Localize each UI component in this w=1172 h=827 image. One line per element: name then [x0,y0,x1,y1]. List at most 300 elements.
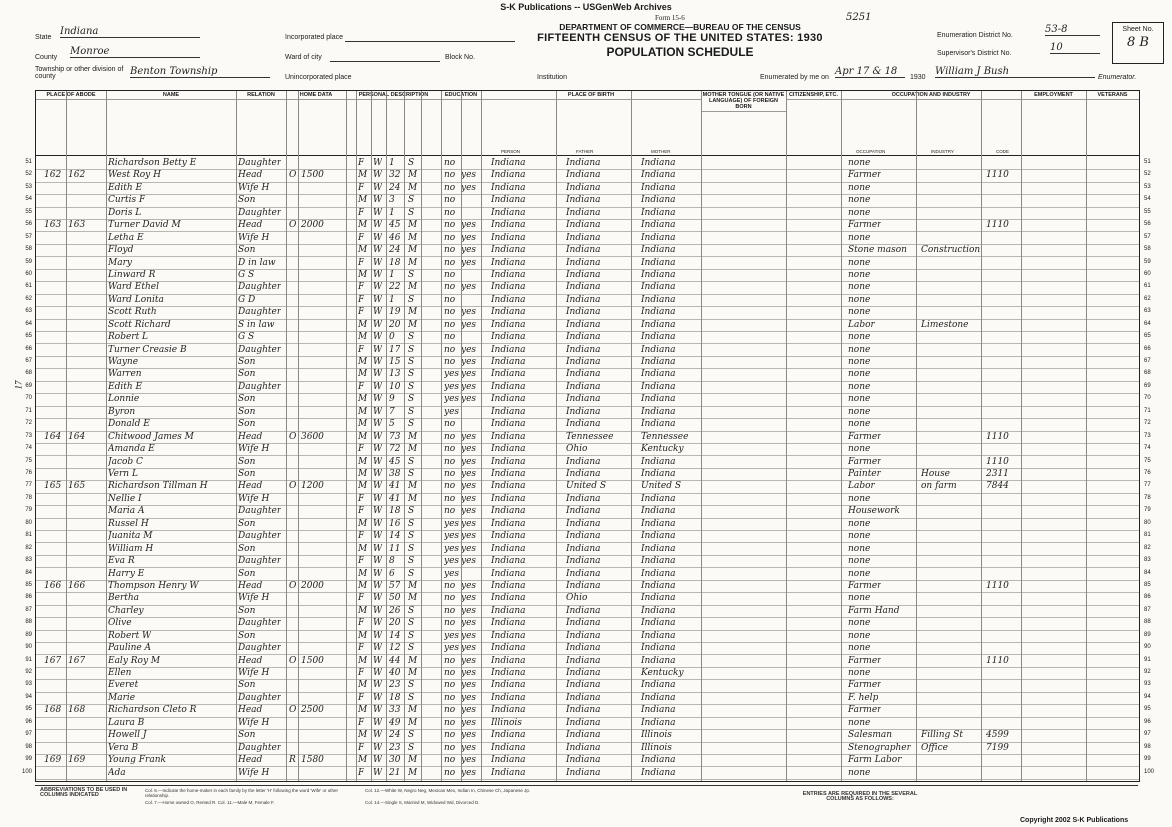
sex: M [358,269,368,280]
relation: Son [238,394,256,405]
birthplace-mother: Indiana [641,357,676,368]
race: W [373,767,383,778]
age: 9 [389,394,395,405]
birthplace-person: Indiana [491,531,526,542]
form-number: Form 15-6 [655,14,685,22]
line-number-left: 55 [25,208,32,215]
person-name: Nellie I [108,493,142,504]
relation: Head [238,655,263,666]
line-number-right: 74 [1144,445,1151,452]
block-label: Block No. [445,54,475,61]
occupation: none [848,357,871,368]
marital-status: M [408,717,418,728]
birthplace-father: United S [566,481,606,492]
family-number: 166 [68,580,86,591]
line-number-right: 71 [1144,407,1151,414]
line-number-left: 91 [25,656,32,663]
home-tenure: O [289,431,297,442]
abbrev-title: ABBREVIATIONS TO BE USED IN COLUMNS INDICATED [40,787,128,798]
line-number-left: 70 [25,395,32,402]
birthplace-father: Indiana [566,394,601,405]
birthplace-father: Indiana [566,182,601,193]
birthplace-mother: Indiana [641,580,676,591]
race: W [373,618,383,629]
birthplace-person: Indiana [491,680,526,691]
col-group-relation: RELATION [236,91,287,155]
table-row [25,306,1151,319]
school-attendance: no [444,618,456,629]
line-number-right: 93 [1144,681,1151,688]
occupation: Farmer [848,220,882,231]
table-row [25,257,1151,270]
person-name: Russel H [108,518,149,529]
enum-district-value: 53-8 [1045,24,1100,36]
birthplace-father: Indiana [566,493,601,504]
occupation: Farmer [848,655,882,666]
can-read: yes [461,232,477,243]
birthplace-father: Indiana [566,294,601,305]
industry: Filling St [921,730,963,741]
occupation: none [848,493,871,504]
relation: Head [238,431,263,442]
line-number-right: 69 [1144,382,1151,389]
occupation: Farm Hand [848,605,900,616]
relation: Daughter [238,207,282,218]
age: 7 [389,406,395,417]
sex: M [358,630,368,641]
birthplace-mother: Indiana [641,531,676,542]
age: 19 [389,307,401,318]
line-number-left: 68 [25,370,32,377]
relation: Head [238,170,263,181]
race: W [373,643,383,654]
birthplace-mother: Indiana [641,469,676,479]
can-read: yes [461,655,477,666]
age: 57 [389,580,401,591]
person-name: Scott Richard [108,319,171,330]
age: 33 [389,705,401,716]
person-name: Byron [108,406,136,417]
can-read: yes [461,481,477,492]
marital-status: S [408,531,415,542]
table-row [25,679,1151,692]
age: 10 [389,381,401,392]
birthplace-person: Indiana [491,705,526,716]
township-label: Township or other division of county [35,66,124,80]
table-row [25,431,1151,444]
birthplace-mother: Indiana [641,692,676,703]
line-number-right: 87 [1144,606,1151,613]
school-attendance: no [444,282,456,293]
birthplace-mother: Indiana [641,307,676,318]
occupation: none [848,257,871,268]
line-number-left: 57 [25,233,32,240]
can-read: yes [461,444,477,455]
person-name: Ward Ethel [108,282,159,293]
census-grid [21,90,1155,782]
school-attendance: no [444,357,456,368]
birthplace-father: Indiana [566,717,601,728]
line-number-right: 86 [1144,594,1151,601]
marital-status: M [408,580,418,591]
line-number-right: 53 [1144,183,1151,190]
code-header: CODE [996,149,1010,154]
family-number: 167 [68,655,86,666]
marital-status: S [408,294,415,305]
relation: Daughter [238,643,282,654]
birthplace-person: Indiana [491,319,526,330]
table-row [25,244,1151,257]
line-number-right: 88 [1144,619,1151,626]
person-name: Maria A [108,506,145,517]
marital-status: S [408,332,415,343]
line-number-right: 96 [1144,718,1151,725]
person-name: Howell J [108,730,147,741]
enumerator-name: William J Bush [935,66,1095,78]
person-name: Harry E [108,568,145,579]
birthplace-mother: Indiana [641,605,676,616]
person-name: Lonnie [108,394,140,405]
table-row [21,767,1155,780]
line-number-right: 76 [1144,470,1151,476]
table-row [25,704,1151,717]
column-divider [631,91,632,781]
table-row [25,456,1151,469]
supervisor-value: 10 [1050,42,1100,54]
birthplace-father: Indiana [566,767,601,778]
birthplace-father: Indiana [566,269,601,280]
age: 24 [389,730,401,741]
relation: G D [238,294,256,305]
marital-status: S [408,357,415,368]
table-row [25,555,1151,568]
marital-status: S [408,643,415,654]
age: 3 [389,195,395,206]
can-read: yes [461,344,477,355]
sex: M [358,605,368,616]
relation: Daughter [238,742,282,753]
marital-status: M [408,257,418,268]
birthplace-mother: Tennessee [641,431,689,442]
line-number-left: 56 [25,221,32,228]
home-tenure: O [289,220,297,231]
table-row [25,356,1151,369]
line-number-left: 87 [25,606,32,613]
column-divider [421,91,422,781]
can-read: yes [461,170,477,181]
birthplace-mother: Indiana [641,245,676,256]
age: 8 [389,556,395,567]
sex: F [358,531,365,542]
industry: Construction [921,245,981,256]
industry: Limestone [921,319,969,330]
school-attendance: no [444,755,456,766]
birthplace-father: Indiana [566,419,601,430]
marital-status: M [408,182,418,193]
age: 32 [389,170,401,181]
birthplace-father: Indiana [566,220,601,231]
marital-status: S [408,469,415,479]
industry: House [921,469,951,479]
sex: F [358,344,365,355]
person-name: Donald E [108,419,150,430]
person-name: Richardson Betty E [108,158,197,168]
age: 1 [389,207,395,218]
birthplace-mother: Indiana [641,643,676,654]
race: W [373,369,383,380]
birthplace-person: Indiana [491,158,526,168]
school-attendance: yes [444,568,460,579]
occupation: none [848,269,871,280]
age: 1 [389,269,395,280]
school-attendance: no [444,170,456,181]
birthplace-mother: Indiana [641,755,676,766]
race: W [373,307,383,318]
sex: M [358,357,368,368]
marital-status: M [408,493,418,504]
age: 49 [389,717,401,728]
birthplace-father: Tennessee [566,431,614,442]
birthplace-father: Indiana [566,692,601,703]
relation: Son [238,357,256,368]
marital-status: M [408,319,418,330]
school-attendance: yes [444,630,460,641]
column-divider [981,91,982,781]
birthplace-person: Indiana [491,170,526,181]
birthplace-mother: Indiana [641,630,676,641]
birthplace-person: Indiana [491,357,526,368]
line-number-left: 76 [25,470,32,476]
can-read: yes [461,394,477,405]
sex: M [358,543,368,554]
col-group-personal: PERSONAL DESCRIPTION [346,91,442,155]
birthplace-mother: Indiana [641,680,676,691]
occupation-code: 7844 [986,481,1009,492]
line-number-left: 90 [25,644,32,651]
school-attendance: yes [444,531,460,542]
relation: Wife H [238,232,270,243]
line-number-right: 52 [1144,171,1151,178]
line-number-right: 95 [1144,706,1151,713]
school-attendance: no [444,257,456,268]
marital-status: S [408,419,415,430]
person-name: Charley [108,605,144,616]
birthplace-mother: Indiana [641,568,676,579]
line-number-right: 61 [1144,283,1151,290]
home-value: 2500 [301,705,324,716]
occupation-code: 7199 [986,742,1009,753]
line-number-right: 79 [1144,507,1151,514]
race: W [373,444,383,455]
col-group-name: NAME [106,91,237,155]
age: 38 [389,469,401,479]
person-name: William H [108,543,154,554]
race: W [373,406,383,417]
line-number-right: 67 [1144,358,1151,365]
can-read: yes [461,717,477,728]
marital-status: M [408,481,418,492]
table-row [25,194,1151,207]
race: W [373,207,383,218]
copyright: Copyright 2002 S-K Publications [1020,817,1129,824]
line-number-left: 54 [25,196,32,203]
birthplace-mother: Indiana [641,369,676,380]
age: 16 [389,518,401,529]
occupation-code: 1110 [986,170,1009,181]
can-read: yes [461,469,477,479]
birthplace-mother: Indiana [641,332,676,343]
line-number-left: 59 [25,258,32,265]
age: 26 [389,605,401,616]
supervisor-label: Supervisor's District No. [937,50,1012,57]
birthplace-mother: Indiana [641,655,676,666]
birthplace-mother: Indiana [641,158,676,168]
race: W [373,456,383,467]
dwelling-number: 168 [44,705,62,716]
home-value: 3600 [301,431,324,442]
col-group-employment: EMPLOYMENT [1021,91,1087,155]
school-attendance: yes [444,369,460,380]
col-group-citizenship: CITIZENSHIP, ETC. [786,91,842,155]
home-tenure: O [289,580,297,591]
race: W [373,705,383,716]
column-divider [356,91,357,781]
birthplace-mother: Indiana [641,282,676,293]
birthplace-father: Indiana [566,531,601,542]
school-attendance: no [444,730,456,741]
column-divider [236,91,237,781]
can-read: yes [461,692,477,703]
person-name: Floyd [108,245,134,256]
birthplace-person: Indiana [491,543,526,554]
sex: F [358,282,365,293]
race: W [373,531,383,542]
person-name: Edith E [108,182,143,193]
col-group-abode: PLACE OF ABODE [36,91,107,155]
birthplace-mother: Indiana [641,294,676,305]
birthplace-mother: Indiana [641,232,676,243]
home-value: 1500 [301,655,324,666]
sex: F [358,307,365,318]
age: 23 [389,680,401,691]
age: 1 [389,294,395,305]
line-number-left: 73 [25,432,32,439]
occupation: Farm Labor [848,755,902,766]
line-number-left: 77 [25,482,32,489]
line-number-left: 88 [25,619,32,626]
occupation: none [848,630,871,641]
occupation-code: 1110 [986,220,1009,231]
person-name: Eva R [108,556,135,567]
age: 41 [389,481,401,492]
sex: F [358,593,365,604]
occupation: none [848,618,871,629]
birthplace-father: Indiana [566,158,601,168]
occupation-code: 2311 [986,469,1009,479]
sex: F [358,381,365,392]
footer-instructions [35,785,1138,822]
occupation: none [848,668,871,679]
line-number-right: 98 [1144,743,1151,750]
birthplace-father: Indiana [566,307,601,318]
col-group-tongue: MOTHER TONGUE (OR NATIVE LANGUAGE) OF FOREIGN BORN [701,91,787,155]
relation: Wife H [238,593,270,604]
can-read: yes [461,531,477,542]
birthplace-mother: Illinois [641,742,672,753]
relation: S in law [238,319,275,330]
relation: Daughter [238,556,282,567]
birthplace-father: Indiana [566,170,601,181]
person-name: Linward R [108,269,156,280]
age: 5 [389,419,395,430]
race: W [373,692,383,703]
birthplace-father: Indiana [566,580,601,591]
school-attendance: no [444,692,456,703]
age: 46 [389,232,401,243]
person-name: Scott Ruth [108,307,157,318]
marital-status: S [408,556,415,567]
marital-status: S [408,381,415,392]
sex: M [358,680,368,691]
column-header-band [36,91,1139,156]
person-name: Ward Lonita [108,294,164,305]
school-attendance: no [444,195,456,206]
birthplace-person: Indiana [491,481,526,492]
school-attendance: no [444,705,456,716]
line-number-left: 65 [25,333,32,340]
age: 18 [389,506,401,517]
race: W [373,568,383,579]
sex: M [358,419,368,430]
marital-status: M [408,668,418,679]
sex: M [358,406,368,417]
race: W [373,717,383,728]
marital-status: S [408,369,415,380]
person-name: Pauline A [108,643,152,654]
birthplace-father: Indiana [566,232,601,243]
birthplace-person: Indiana [491,232,526,243]
relation: Son [238,568,256,579]
birthplace-father: Indiana [566,568,601,579]
line-number-right: 83 [1144,557,1151,564]
marital-status: S [408,406,415,417]
margin-mark: 17 [13,380,24,390]
birthplace-father: Indiana [566,282,601,293]
table-row [25,368,1151,381]
family-number: 164 [68,431,86,442]
race: W [373,282,383,293]
table-row [25,630,1151,643]
table-row [25,692,1151,705]
school-attendance: no [444,506,456,517]
birthplace-mother: Indiana [641,717,676,728]
table-row [25,294,1151,307]
line-number-left: 96 [25,718,32,725]
age: 45 [389,220,401,231]
can-read: yes [461,493,477,504]
line-number-right: 64 [1144,320,1151,327]
line-number-left: 67 [25,358,32,365]
relation: G S [238,269,255,280]
marital-status: M [408,593,418,604]
occupation: none [848,543,871,554]
dwelling-number: 166 [44,580,62,591]
age: 72 [389,444,401,455]
line-number-right: 84 [1144,569,1151,576]
sex: M [358,755,368,766]
birthplace-mother: Indiana [641,344,676,355]
school-attendance: no [444,344,456,355]
